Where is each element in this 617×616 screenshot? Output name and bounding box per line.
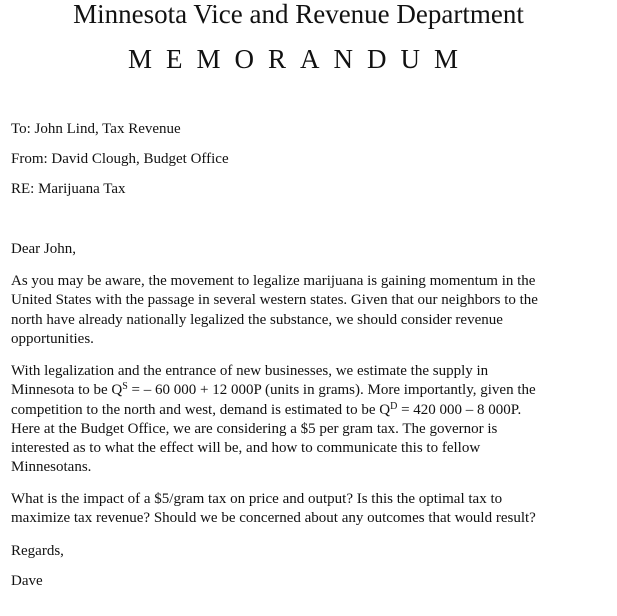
supply-equation-line (11, 381, 591, 400)
paragraph-supply-demand (11, 362, 591, 478)
paragraph-intro (11, 272, 591, 349)
demand-equation-line (11, 401, 591, 420)
from-line: From: David Clough, Budget Office (11, 151, 229, 167)
text-line: opportunities. (11, 330, 94, 347)
text-line: As you may be aware, the movement to legalize marijuana is gaining momentum in the (11, 273, 536, 289)
re-line: RE: Marijuana Tax (11, 181, 126, 197)
signature: Dave (11, 573, 43, 589)
text-line: Minnesotans. (11, 459, 92, 476)
text-line: interested as to what the effect will be, and how to communicate this to fellow (11, 440, 481, 457)
salutation: Dear John, (11, 241, 76, 257)
text-run: = – 60 000 + 12 000P (units in grams). More importantly, given the (127, 382, 536, 399)
text-line: north have already nationally legalized the substance, we should consider revenue (11, 311, 503, 328)
text-line: United States with the passage in several western states. Given that our neighbors to the (11, 292, 538, 309)
text-run: = 420 000 – 8 000P. (397, 401, 522, 418)
to-line: To: John Lind, Tax Revenue (11, 121, 181, 137)
text-line: Here at the Budget Office, we are considering a $5 per gram tax. The governor is (11, 420, 498, 437)
text-run: competition to the north and west, demand is estimated to be Q (11, 401, 391, 418)
demand-superscript: D (390, 400, 398, 412)
paragraph-questions (11, 490, 591, 529)
supply-superscript: S (122, 381, 128, 393)
department-heading: Minnesota Vice and Revenue Department (73, 0, 524, 29)
closing: Regards, (11, 543, 64, 559)
text-line: With legalization and the entrance of new businesses, we estimate the supply in (11, 363, 489, 379)
text-line: What is the impact of a $5/gram tax on price and output? Is this the optimal tax to (11, 491, 503, 507)
text-line: maximize tax revenue? Should we be concerned about any outcomes that would result? (11, 510, 536, 527)
text-run: Minnesota to be Q (11, 382, 123, 399)
memorandum-title: MEMORANDUM (127, 44, 473, 74)
